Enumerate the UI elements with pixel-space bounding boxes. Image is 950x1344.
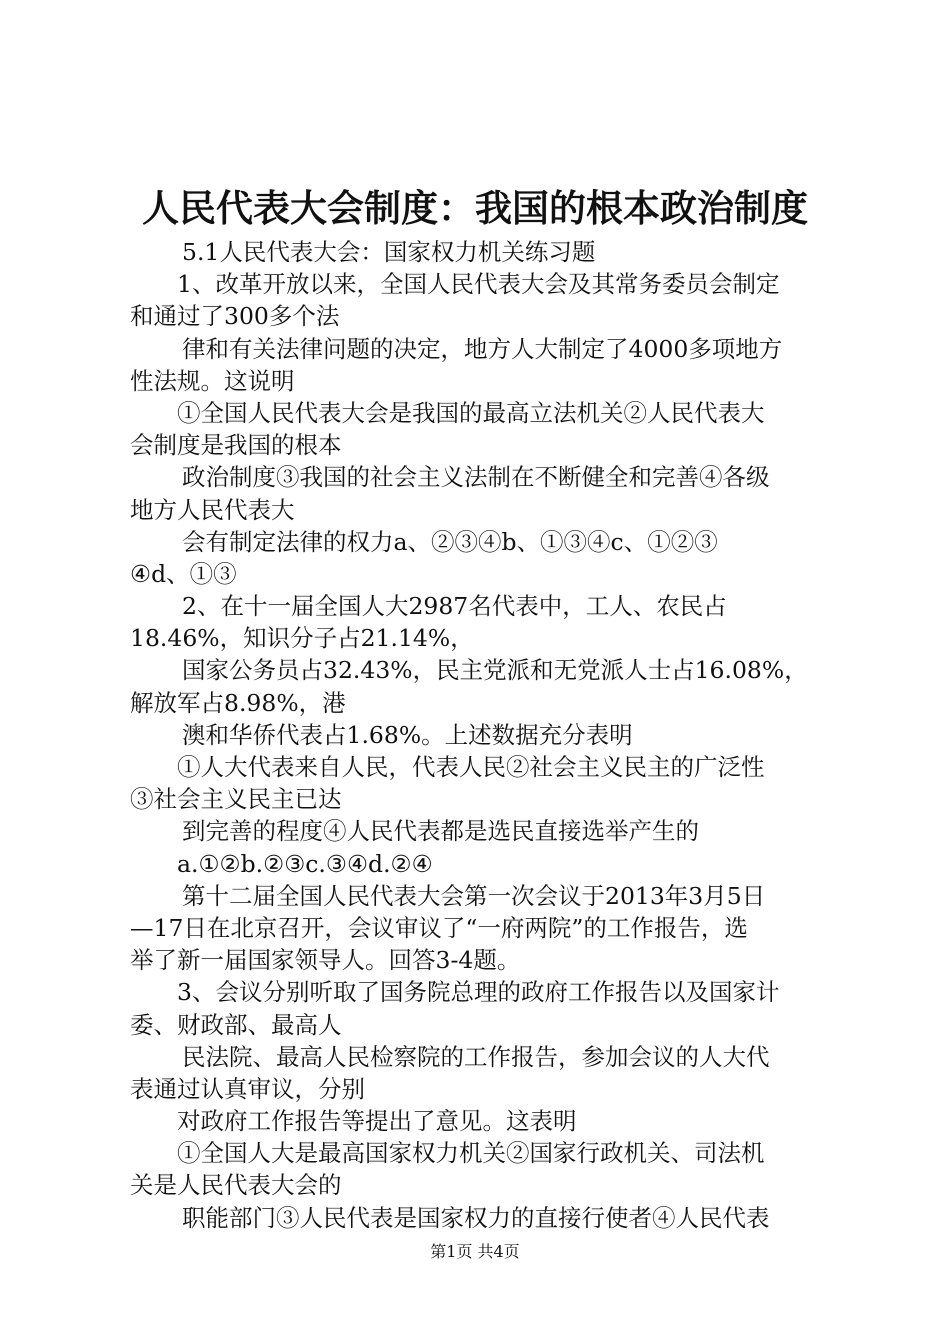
body-line: 会制度是我国的根本	[130, 431, 342, 460]
body-line: ③社会主义民主已达	[130, 785, 342, 814]
document-title: 人民代表大会制度：我国的根本政治制度	[142, 186, 808, 230]
body-line: 解放军占8.98%，港	[130, 688, 346, 717]
body-line: ①全国人民代表大会是我国的最高立法机关②人民代表大	[177, 398, 765, 427]
body-line: ④d、①③	[130, 559, 237, 588]
document-body	[130, 236, 830, 1234]
body-line: 律和有关法律问题的决定，地方人大制定了4000多项地方	[182, 334, 783, 363]
body-line: 职能部门③人民代表是国家权力的直接行使者④人民代表	[182, 1203, 770, 1232]
body-line: ①全国人大是最高国家权力机关②国家行政机关、司法机	[177, 1139, 765, 1168]
body-line: 澳和华侨代表占1.68%。上述数据充分表明	[182, 720, 633, 749]
body-line: 5.1人民代表大会：国家权力机关练习题	[182, 238, 596, 266]
body-line: 民法院、最高人民检察院的工作报告，参加会议的人大代	[182, 1042, 770, 1071]
body-line: 第十二届全国人民代表大会第一次会议于2013年3月5日	[182, 881, 766, 910]
body-line: 表通过认真审议，分别	[130, 1074, 365, 1103]
body-line: 委、财政部、最高人	[130, 1010, 342, 1039]
body-line: 对政府工作报告等提出了意见。这表明	[177, 1107, 577, 1136]
body-line: 国家公务员占32.43%，民主党派和无党派人士占16.08%，	[182, 656, 808, 685]
body-line: 政治制度③我国的社会主义法制在不断健全和完善④各级	[182, 463, 770, 492]
page-footer: 第1页 共4页	[430, 1242, 520, 1261]
body-line: 18.46%，知识分子占21.14%，	[130, 624, 474, 653]
body-line: a.①②b.②③c.③④d.②④	[177, 849, 433, 878]
body-line: 和通过了300多个法	[130, 302, 340, 331]
body-line: 3、会议分别听取了国务院总理的政府工作报告以及国家计	[177, 978, 780, 1007]
body-line: 1、改革开放以来，全国人民代表大会及其常务委员会制定	[177, 270, 780, 299]
body-line: ①人大代表来自人民，代表人民②社会主义民主的广泛性	[177, 753, 765, 781]
body-line: 会有制定法律的权力a、②③④b、①③④c、①②③	[182, 527, 718, 556]
body-line: 到完善的程度④人民代表都是选民直接选举产生的	[182, 817, 699, 846]
body-line: 关是人民代表大会的	[130, 1171, 342, 1200]
body-line: —17日在北京召开，会议审议了“一府两院”的工作报告，选	[130, 913, 748, 942]
body-line: 性法规。这说明	[130, 366, 295, 395]
body-line: 地方人民代表大	[130, 495, 295, 524]
body-line: 举了新一届国家领导人。回答3-4题。	[130, 946, 521, 975]
body-line: 2、在十一届全国人大2987名代表中，工人、农民占	[182, 592, 727, 621]
